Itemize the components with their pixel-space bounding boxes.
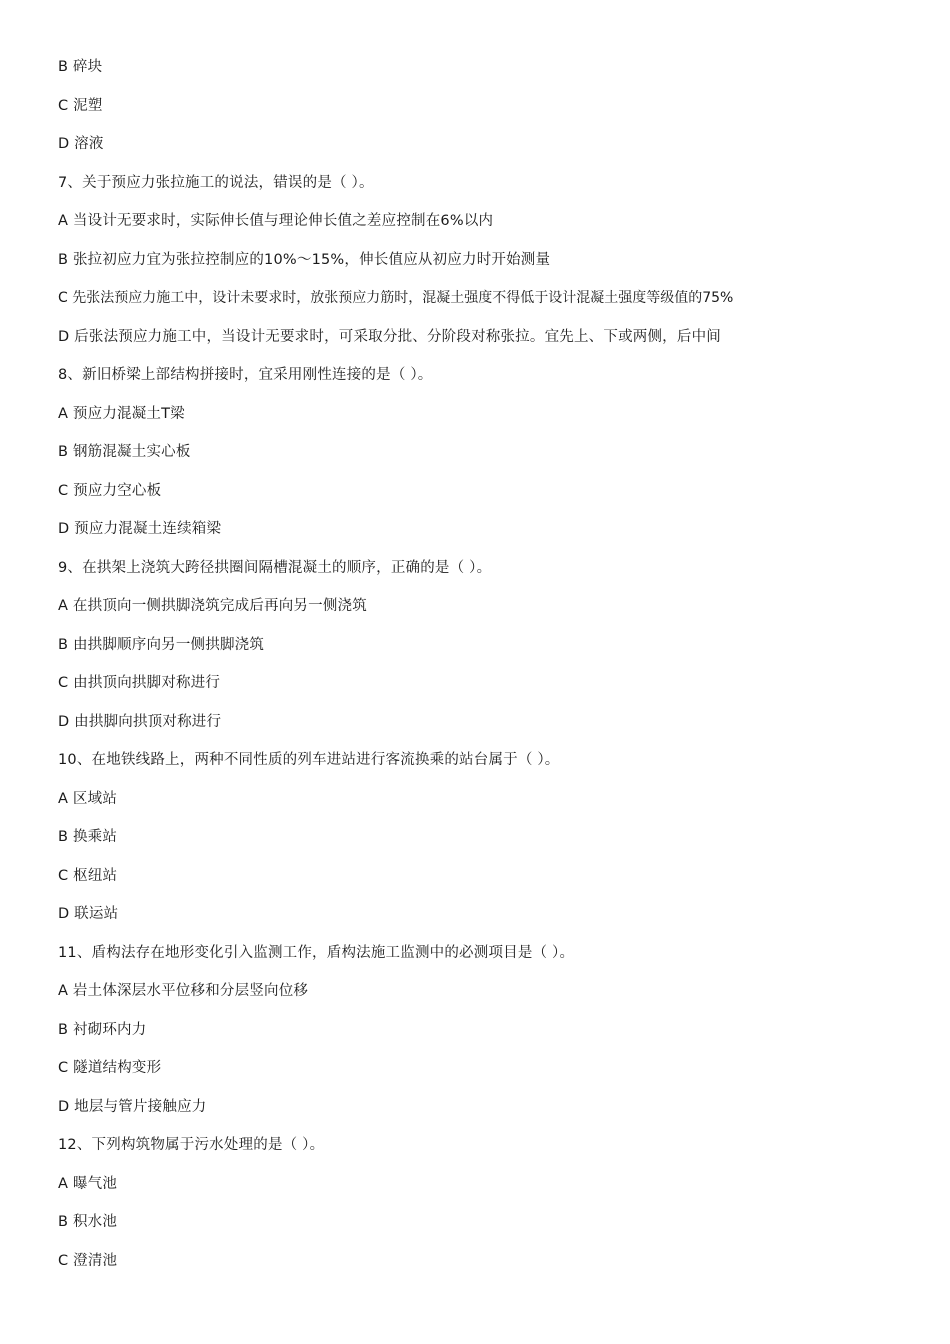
option-line: A 预应力混凝土T梁 <box>58 406 185 422</box>
option-line: C 先张法预应力施工中，设计未要求时，放张预应力筋时，混凝土强度不得低于设计混凝土强度等级值的75% <box>58 290 734 306</box>
option-line: B 碎块 <box>58 59 103 75</box>
option-line: D 联运站 <box>58 906 119 922</box>
option-line: D 溶液 <box>58 136 104 152</box>
option-line: A 曝气池 <box>58 1176 118 1192</box>
option-line: A 当设计无要求时，实际伸长值与理论伸长值之差应控制在6%以内 <box>58 213 494 229</box>
question-line: 10、在地铁线路上，两种不同性质的列车进站进行客流换乘的站台属于（ ）。 <box>58 752 560 768</box>
option-line: C 枢纽站 <box>58 868 118 884</box>
question-line: 11、盾构法存在地形变化引入监测工作，盾构法施工监测中的必测项目是（ ）。 <box>58 945 575 961</box>
option-line: C 由拱顶向拱脚对称进行 <box>58 675 221 691</box>
option-line: B 换乘站 <box>58 829 118 845</box>
option-line: B 钢筋混凝土实心板 <box>58 444 191 460</box>
option-line: C 泥塑 <box>58 98 103 114</box>
option-line: B 由拱脚顺序向另一侧拱脚浇筑 <box>58 637 265 653</box>
option-line: D 由拱脚向拱顶对称进行 <box>58 714 222 730</box>
question-line: 7、关于预应力张拉施工的说法，错误的是（ ）。 <box>58 175 374 191</box>
option-line: C 预应力空心板 <box>58 483 162 499</box>
option-line: C 澄清池 <box>58 1253 118 1269</box>
option-line: D 地层与管片接触应力 <box>58 1099 207 1115</box>
option-line: B 衬砌环内力 <box>58 1022 147 1038</box>
question-line: 8、新旧桥梁上部结构拼接时，宜采用刚性连接的是（ ）。 <box>58 367 433 383</box>
option-line: B 积水池 <box>58 1214 118 1230</box>
question-line: 12、下列构筑物属于污水处理的是（ ）。 <box>58 1137 325 1153</box>
option-line: A 岩土体深层水平位移和分层竖向位移 <box>58 983 309 999</box>
option-line: B 张拉初应力宜为张拉控制应的10%～15%，伸长值应从初应力时开始测量 <box>58 252 551 268</box>
question-line: 9、在拱架上浇筑大跨径拱圈间隔槽混凝土的顺序，正确的是（ ）。 <box>58 560 492 576</box>
option-line: A 区域站 <box>58 791 118 807</box>
option-line: D 预应力混凝土连续箱梁 <box>58 521 222 537</box>
option-line: D 后张法预应力施工中，当设计无要求时，可采取分批、分阶段对称张拉。宜先上、下或两侧，后中间 <box>58 329 721 345</box>
option-line: A 在拱顶向一侧拱脚浇筑完成后再向另一侧浇筑 <box>58 598 367 614</box>
option-line: C 隧道结构变形 <box>58 1060 162 1076</box>
